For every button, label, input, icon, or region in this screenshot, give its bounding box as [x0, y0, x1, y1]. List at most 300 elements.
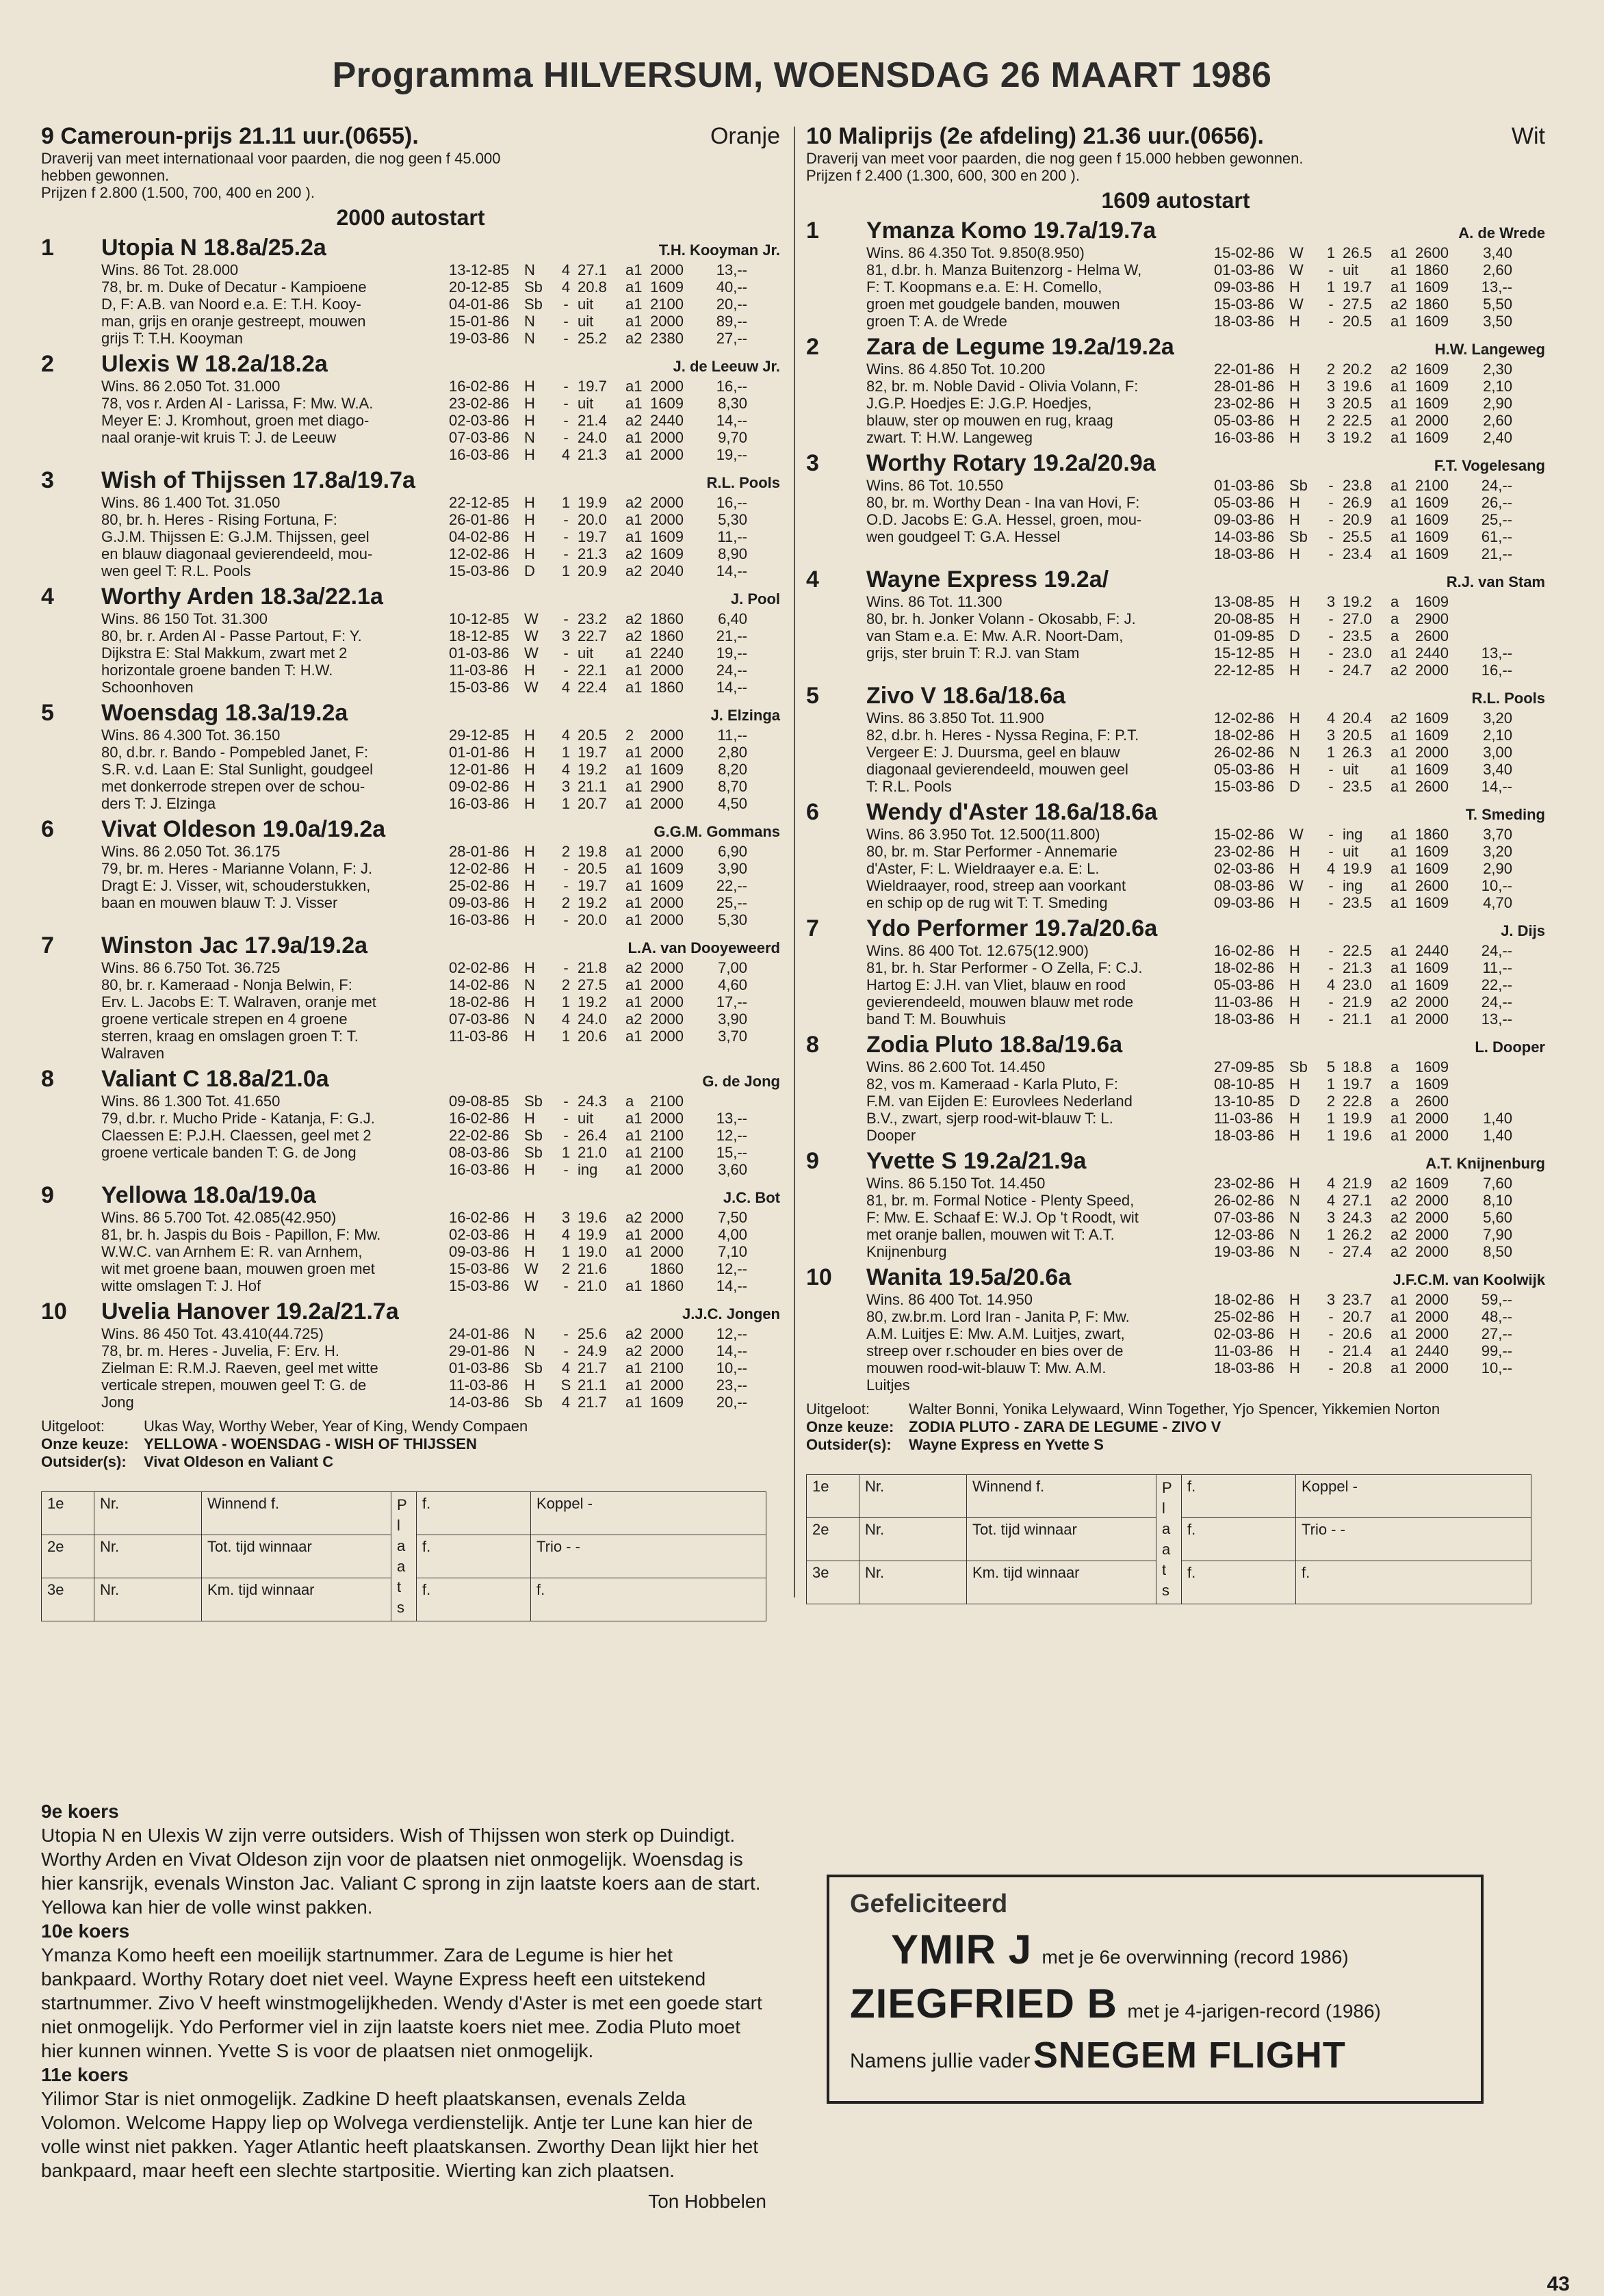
record-price: 4,70	[1483, 894, 1512, 911]
record-place: 4	[561, 727, 571, 744]
record-row	[449, 1144, 780, 1161]
record-distance: 2000	[650, 976, 684, 993]
record-place: -	[563, 330, 569, 347]
record-date: 28-01-86	[1214, 378, 1275, 395]
record-date: 16-03-86	[449, 1161, 510, 1178]
record-time: 22.4	[578, 679, 607, 696]
record-track: Sb	[1289, 528, 1308, 545]
horse-records	[1214, 942, 1545, 1028]
record-place: 4	[561, 1359, 571, 1377]
horse-body	[866, 1148, 1545, 1260]
record-time: 21.3	[578, 446, 607, 463]
column-divider	[794, 127, 795, 1597]
horse-header	[101, 816, 780, 843]
record-date: 14-03-86	[1214, 528, 1275, 545]
horse-info-line: O.D. Jacobs E: G.A. Hessel, groen, mou-	[866, 511, 1142, 528]
record-row	[449, 795, 780, 812]
race-color: Oranje	[710, 123, 780, 149]
record-track: Sb	[524, 1093, 543, 1110]
record-track: N	[524, 1010, 535, 1028]
record-row	[449, 761, 780, 778]
horse-details	[101, 843, 780, 928]
record-date: 05-03-86	[1214, 412, 1275, 429]
record-start: a1	[625, 1226, 643, 1243]
record-time: 20.5	[578, 860, 607, 877]
horse-number: 4	[806, 566, 819, 592]
record-date: 01-09-85	[1214, 627, 1275, 644]
record-row	[1214, 1209, 1545, 1226]
record-time: 21.6	[578, 1260, 607, 1277]
horse-body	[101, 584, 780, 696]
horse-info-line: Dijkstra E: Stal Makkum, zwart met 2	[101, 644, 348, 662]
record-start: a1	[625, 1243, 643, 1260]
record-price: 16,--	[1481, 662, 1512, 679]
record-place: -	[563, 412, 569, 429]
record-row	[449, 894, 780, 911]
record-start: a1	[1390, 778, 1408, 795]
horse-info-line: 81, d.br. h. Manza Buitenzorg - Helma W,	[866, 261, 1142, 278]
record-row	[1214, 877, 1545, 894]
record-place: S	[560, 1377, 571, 1394]
horse-details	[866, 361, 1545, 446]
horse-body	[101, 467, 780, 579]
record-start: a	[1390, 1075, 1399, 1093]
author: Ton Hobbelen	[648, 2191, 766, 2212]
record-track: H	[524, 894, 535, 911]
horse-info-line: Meyer E: J. Kromhout, groen met diago-	[101, 412, 370, 429]
record-track: W	[1289, 877, 1304, 894]
record-track: H	[1289, 1342, 1300, 1359]
horse-entry	[41, 235, 780, 347]
record-track: H	[524, 1377, 535, 1394]
record-price: 14,--	[716, 1277, 747, 1294]
f-cell: f.	[417, 1535, 531, 1578]
horse-header	[866, 1264, 1545, 1291]
record-time: 26.2	[1343, 1226, 1372, 1243]
record-row	[449, 1226, 780, 1243]
record-distance: 2000	[1415, 1192, 1449, 1209]
record-price: 23,--	[716, 1377, 747, 1394]
record-date: 04-01-86	[449, 296, 510, 313]
page-title: Programma HILVERSUM, WOENSDAG 26 MAART 1986	[332, 55, 1272, 95]
horse-entry	[41, 816, 780, 928]
horse-entry	[41, 1182, 780, 1294]
record-row	[449, 1028, 780, 1045]
koppel-cell: Koppel -	[531, 1492, 766, 1535]
place-cell: 1e	[807, 1475, 859, 1518]
record-start: a1	[625, 761, 643, 778]
koppel-cell: Koppel -	[1296, 1475, 1531, 1518]
record-start: a2	[1390, 296, 1408, 313]
horse-records	[449, 959, 780, 1062]
record-time: ing	[1343, 826, 1363, 843]
horse-header	[866, 450, 1545, 477]
record-price: 13,--	[716, 1110, 747, 1127]
record-date: 16-03-86	[449, 911, 510, 928]
horse-body	[101, 235, 780, 347]
record-time: 19.2	[1343, 429, 1372, 446]
record-distance: 2000	[650, 1161, 684, 1178]
record-track: H	[524, 1226, 535, 1243]
record-price: 13,--	[1481, 644, 1512, 662]
record-place: -	[1328, 959, 1334, 976]
horse-trainer: T.H. Kooyman Jr.	[658, 242, 780, 259]
horse-trainer: L. Dooper	[1475, 1039, 1545, 1056]
record-date: 11-03-86	[449, 1377, 508, 1394]
record-price: 3,70	[1483, 826, 1512, 843]
record-row	[1214, 1325, 1545, 1342]
record-date: 27-09-85	[1214, 1058, 1275, 1075]
horse-info-line: 81, br. m. Formal Notice - Plenty Speed,	[866, 1192, 1135, 1209]
record-row	[449, 727, 780, 744]
record-price: 7,10	[718, 1243, 747, 1260]
race-desc-line: Draverij van meet internationaal voor paarden, die nog geen f 45.000	[41, 150, 501, 167]
horse-info-line: Hartog E: J.H. van Vliet, blauw en rood	[866, 976, 1126, 993]
horse-info	[866, 244, 1208, 330]
record-date: 09-03-86	[1214, 511, 1275, 528]
record-date: 12-02-86	[449, 545, 510, 562]
record-row	[1214, 1226, 1545, 1243]
record-date: 26-02-86	[1214, 1192, 1275, 1209]
record-price: 16,--	[716, 378, 747, 395]
record-distance: 2600	[1415, 627, 1449, 644]
horse-info-line: D, F: A.B. van Noord e.a. E: T.H. Kooy-	[101, 296, 361, 313]
record-distance: 2600	[1415, 1093, 1449, 1110]
race-desc-line: hebben gewonnen.	[41, 167, 170, 184]
horse-info-line: Wins. 86 4.300 Tot. 36.150	[101, 727, 281, 744]
record-start: a1	[1390, 511, 1408, 528]
record-price: 1,40	[1483, 1127, 1512, 1144]
record-price	[1463, 593, 1512, 610]
record-date: 02-03-86	[449, 412, 510, 429]
record-date: 01-03-86	[449, 1359, 510, 1377]
record-track: H	[1289, 494, 1300, 511]
record-price: 12,--	[716, 1260, 747, 1277]
record-row	[1214, 261, 1545, 278]
record-row	[449, 313, 780, 330]
record-start: a2	[625, 610, 643, 627]
record-track: N	[1289, 1192, 1300, 1209]
race-header	[41, 123, 780, 150]
record-time: 21.0	[578, 1277, 607, 1294]
record-distance: 2000	[650, 446, 684, 463]
record-date: 11-03-86	[449, 1028, 508, 1045]
record-start: a2	[625, 412, 643, 429]
record-price: 24,--	[1481, 993, 1512, 1010]
record-distance: 2440	[1415, 1342, 1449, 1359]
plaats-cell: P l a a t s	[1156, 1475, 1182, 1604]
horse-name: Woensdag 18.3a/19.2a	[101, 700, 348, 726]
record-distance: 2000	[1415, 1226, 1449, 1243]
record-price: 9,70	[718, 429, 747, 446]
record-time: 21.0	[578, 1144, 607, 1161]
record-time: 21.4	[1343, 1342, 1372, 1359]
record-price: 3,90	[718, 860, 747, 877]
record-price: 25,--	[1481, 511, 1512, 528]
record-price: 11,--	[1482, 959, 1512, 976]
record-start: a1	[1390, 545, 1408, 562]
record-time: 20.0	[578, 911, 607, 928]
horse-details	[866, 1058, 1545, 1144]
horse-header	[866, 334, 1545, 361]
record-place: 1	[1326, 244, 1336, 261]
record-start: a1	[1390, 528, 1408, 545]
record-time: 27.0	[1343, 610, 1372, 627]
record-start: a1	[1390, 1010, 1408, 1028]
horse-name: Zodia Pluto 18.8a/19.6a	[866, 1032, 1123, 1058]
record-date: 11-03-86	[1214, 1110, 1273, 1127]
record-track: N	[524, 1325, 535, 1342]
record-row	[449, 528, 780, 545]
record-start: a1	[1390, 826, 1408, 843]
record-track: H	[524, 1028, 535, 1045]
record-time: 19.8	[578, 843, 607, 860]
record-start: a1	[625, 261, 643, 278]
record-place: -	[1328, 644, 1334, 662]
record-place: -	[1328, 778, 1334, 795]
record-date: 12-02-86	[449, 860, 510, 877]
record-row	[1214, 278, 1545, 296]
horse-header	[866, 799, 1545, 826]
horse-info-line: Wins. 86 5.700 Tot. 42.085(42.950)	[101, 1209, 337, 1226]
record-start: a1	[1390, 494, 1408, 511]
record-place: -	[1328, 942, 1334, 959]
record-track: Sb	[524, 278, 543, 296]
record-time: 20.8	[1343, 1359, 1372, 1377]
record-track: H	[1289, 593, 1300, 610]
horse-details	[866, 244, 1545, 330]
horse-info-line: Wins. 86 150 Tot. 31.300	[101, 610, 268, 627]
record-time: 23.2	[578, 610, 607, 627]
record-place: 4	[1326, 976, 1336, 993]
record-price: 19,--	[716, 446, 747, 463]
record-place: -	[563, 1325, 569, 1342]
record-date: 16-02-86	[449, 1209, 510, 1226]
record-date: 18-03-86	[1214, 1359, 1275, 1377]
record-price: 2,10	[1483, 378, 1512, 395]
record-time: 19.6	[1343, 1127, 1372, 1144]
horse-body	[101, 1299, 780, 1411]
horse-info-line: Knijnenburg	[866, 1243, 947, 1260]
horse-trainer: G. de Jong	[702, 1073, 780, 1090]
record-track: N	[524, 1342, 535, 1359]
record-time: 21.9	[1343, 1175, 1372, 1192]
record-start: a1	[625, 313, 643, 330]
record-price: 21,--	[716, 627, 747, 644]
record-start: a1	[625, 511, 643, 528]
horse-info	[866, 1175, 1208, 1260]
record-date: 05-03-86	[1214, 761, 1275, 778]
record-place: -	[563, 1093, 569, 1110]
record-time: 27.5	[1343, 296, 1372, 313]
record-track: W	[524, 627, 539, 644]
congrats-note: met je 6e overwinning (record 1986)	[1042, 1946, 1349, 1968]
record-start: a1	[1390, 761, 1408, 778]
record-track: H	[1289, 1127, 1300, 1144]
record-date: 18-02-86	[449, 993, 510, 1010]
record-track: Sb	[524, 1144, 543, 1161]
record-date: 22-02-86	[449, 1127, 510, 1144]
record-distance: 2380	[650, 330, 684, 347]
keuze-label: Onze keuze:	[41, 1435, 129, 1452]
record-date: 29-01-86	[449, 1342, 510, 1359]
record-track: W	[524, 610, 539, 627]
horse-name: Ydo Performer 19.7a/20.6a	[866, 915, 1158, 941]
record-distance: 1609	[650, 877, 684, 894]
race-description	[806, 150, 1545, 184]
horse-records	[1214, 593, 1545, 679]
record-date: 18-03-86	[1214, 1127, 1275, 1144]
horse-entry	[806, 799, 1545, 911]
record-place: 2	[1326, 1093, 1336, 1110]
place-cell: 2e	[42, 1535, 94, 1578]
record-row	[449, 1093, 780, 1110]
record-track: H	[1289, 1308, 1300, 1325]
horse-info-line: Wins. 86 450 Tot. 43.410(44.725)	[101, 1325, 324, 1342]
record-place: -	[1328, 662, 1334, 679]
record-time: 19.2	[578, 894, 607, 911]
record-time: 23.5	[1343, 894, 1372, 911]
record-price: 12,--	[716, 1325, 747, 1342]
result-table	[806, 1474, 1531, 1604]
horse-trainer: R.L. Pools	[1471, 690, 1545, 707]
record-place: 1	[561, 744, 571, 761]
horse-info	[866, 1291, 1208, 1394]
record-distance: 2000	[650, 727, 684, 744]
record-price: 7,60	[1483, 1175, 1512, 1192]
horse-entry	[41, 467, 780, 579]
record-start: a2	[625, 545, 643, 562]
record-track: H	[1289, 610, 1300, 627]
record-start: a	[1390, 1093, 1399, 1110]
record-distance: 2000	[650, 261, 684, 278]
horse-info-line: Wins. 86 3.850 Tot. 11.900	[866, 709, 1044, 727]
record-price: 3,20	[1483, 709, 1512, 727]
record-date: 16-02-86	[449, 1110, 510, 1127]
record-distance: 2100	[650, 1359, 684, 1377]
commentary-text: Yilimor Star is niet onmogelijk. Zadkine D heeft plaatskansen, evenals Zelda Volomon. Welcome Happy liep op Wolvega verdienstelijk. Antje ter Lune kan hier de volle winst niet pakken. Yager Atlantic heeft plaatskansen. Zworthy Dean lijkt hier het bankpaard, maar heeft een slechte startpositie. Wierting kan zich plaatsen.	[41, 2088, 758, 2181]
record-distance: 2040	[650, 562, 684, 579]
race-desc-line: Draverij van meet voor paarden, die nog geen f 15.000 hebben gewonnen.	[806, 150, 1304, 167]
record-track: H	[524, 511, 535, 528]
record-distance: 2000	[1415, 1325, 1449, 1342]
f-cell: f.	[531, 1578, 766, 1621]
km-cell: Km. tijd winnaar	[202, 1578, 391, 1621]
horse-info	[101, 843, 443, 928]
record-time: 21.7	[578, 1394, 607, 1411]
record-track: N	[524, 313, 535, 330]
record-row	[449, 562, 780, 579]
record-track: H	[524, 494, 535, 511]
record-date: 18-12-85	[449, 627, 510, 644]
winnend-cell: Winnend f.	[202, 1492, 391, 1535]
record-price: 2,10	[1483, 727, 1512, 744]
record-row	[449, 744, 780, 761]
horse-records	[1214, 826, 1545, 911]
record-date: 02-03-86	[1214, 1325, 1275, 1342]
record-row	[1214, 494, 1545, 511]
horse-info	[101, 1093, 443, 1178]
record-row	[1214, 511, 1545, 528]
record-time: uit	[578, 644, 594, 662]
record-place: -	[1328, 261, 1334, 278]
record-track: N	[1289, 1243, 1300, 1260]
record-distance: 2000	[650, 1342, 684, 1359]
record-price	[1463, 1075, 1512, 1093]
record-track: Sb	[524, 1127, 543, 1144]
record-time: 19.7	[578, 528, 607, 545]
horse-info-line: mouwen rood-wit-blauw T: Mw. A.M.	[866, 1359, 1107, 1377]
record-price: 3,40	[1483, 244, 1512, 261]
record-price: 22,--	[716, 877, 747, 894]
race-9-column	[41, 123, 780, 1621]
record-start: a1	[1390, 644, 1408, 662]
page-number: 43	[1547, 2273, 1570, 2295]
record-track: H	[524, 993, 535, 1010]
record-date: 22-01-86	[1214, 361, 1275, 378]
record-place: -	[1328, 877, 1334, 894]
record-track: H	[524, 528, 535, 545]
record-start: a1	[1390, 244, 1408, 261]
record-start: a1	[625, 278, 643, 296]
horse-details	[101, 959, 780, 1062]
record-price: 3,60	[718, 1161, 747, 1178]
record-row	[449, 1325, 780, 1342]
commentary	[41, 1799, 766, 2213]
record-date: 22-12-85	[1214, 662, 1275, 679]
horse-number: 6	[41, 816, 54, 842]
horse-number: 10	[806, 1264, 832, 1290]
horse-name: Ulexis W 18.2a/18.2a	[101, 351, 328, 377]
record-time: uit	[1343, 843, 1359, 860]
record-price: 8,20	[718, 761, 747, 778]
record-price: 25,--	[716, 894, 747, 911]
record-row	[1214, 1175, 1545, 1192]
record-date: 15-02-86	[1214, 244, 1275, 261]
record-start: a1	[625, 911, 643, 928]
record-place: 3	[1326, 593, 1336, 610]
horse-info-line: 80, br. h. Heres - Rising Fortuna, F:	[101, 511, 337, 528]
record-distance: 2900	[650, 778, 684, 795]
record-price: 2,80	[718, 744, 747, 761]
record-start: a1	[1390, 261, 1408, 278]
horse-entry	[806, 566, 1545, 679]
horse-details	[866, 942, 1545, 1028]
horse-details	[866, 1291, 1545, 1394]
horse-info-line: Wins. 86 1.400 Tot. 31.050	[101, 494, 281, 511]
record-place: -	[1328, 511, 1334, 528]
record-price: 3,40	[1483, 761, 1512, 778]
record-price: 11,--	[717, 528, 747, 545]
record-time: uit	[578, 313, 594, 330]
record-time: 21.8	[578, 959, 607, 976]
record-row	[449, 644, 780, 662]
record-distance: 1860	[650, 1260, 684, 1277]
record-time: 20.7	[578, 795, 607, 812]
record-place: 1	[561, 1243, 571, 1260]
record-distance: 2000	[650, 795, 684, 812]
race-title: 9 Cameroun-prijs 21.11 uur.(0655).	[41, 123, 419, 149]
winnend-cell: Winnend f.	[967, 1475, 1156, 1518]
record-place: -	[1328, 761, 1334, 778]
record-start: a2	[1390, 993, 1408, 1010]
record-start: a2	[625, 1010, 643, 1028]
horse-info-line: 79, br. m. Heres - Marianne Volann, F: J.	[101, 860, 373, 877]
horse-number: 3	[41, 467, 54, 493]
race-start: 2000 autostart	[336, 205, 485, 230]
record-price: 10,--	[1481, 877, 1512, 894]
record-start: a1	[625, 296, 643, 313]
